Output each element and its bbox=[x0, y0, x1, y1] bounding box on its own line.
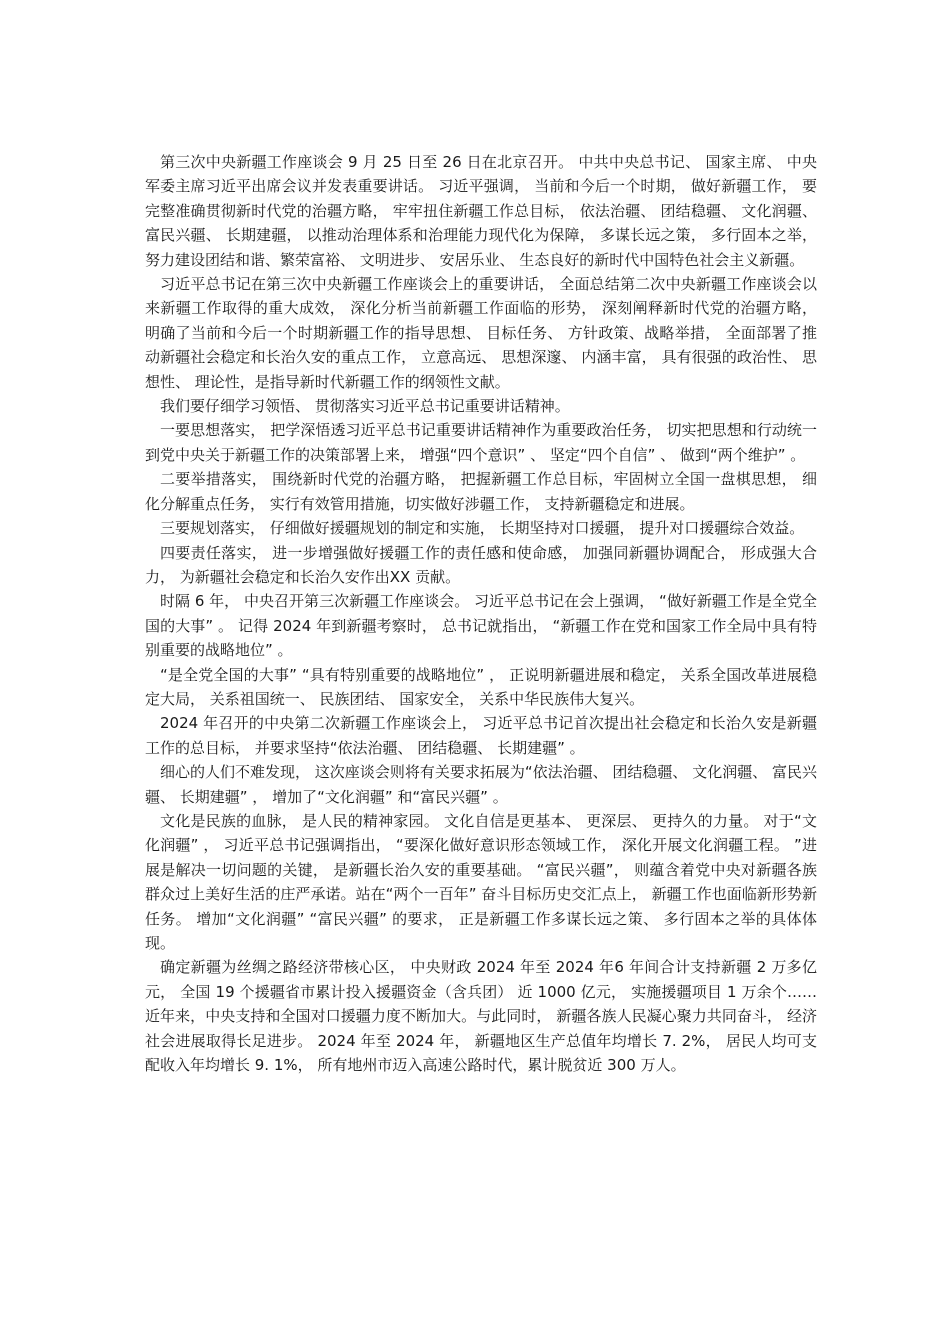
paragraph: 文化是民族的血脉， 是人民的精神家园。 文化自信是更基本、 更深层、 更持久的力量。 对于“文化润疆” ， 习近平总书记强调指出， “要深化做好意识形态领域工作， 深化开展文化润疆工程。 ”进展是解决一切问题的关键， 是新疆长治久安的重要基础。 “富民兴疆”， 则蕴含着党中央对新疆各族群众过上美好生活的庄严承诺。站在“两个一百年” 奋斗目标历史交汇点上， 新疆工作也面临新形势新任务。 增加“文化润疆” “富民兴疆” 的要求， 正是新疆工作多谋长远之策、 多行固本之举的具体体现。 bbox=[145, 811, 817, 952]
paragraph: 细心的人们不难发现， 这次座谈会则将有关要求拓展为“依法治疆、 团结稳疆、 文化润疆、 富民兴疆、 长期建疆” ， 增加了“文化润疆” 和“富民兴疆” 。 bbox=[145, 763, 817, 806]
paragraph: 时隔 6 年， 中央召开第三次新疆工作座谈会。 习近平总书记在会上强调， “做好新疆工作是全党全国的大事” 。 记得 2024 年到新疆考察时， 总书记就指出， “新疆工作在党和国家工作全局中具有特别重要的战略地位” 。 bbox=[145, 592, 817, 660]
paragraph: 第三次中央新疆工作座谈会 9 月 25 日至 26 日在北京召开。 中共中央总书记、 国家主席、 中央军委主席习近平出席会议并发表重要讲话。 习近平强调， 当前和今后一个时期， 做好新疆工作， 要完整准确贯彻新时代党的治疆方略， 牢牢扭住新疆工作总目标， 依法治疆、 团结稳疆、 文化润疆、 富民兴疆、 长期建疆， 以推动治理体系和治理能力现代化为保障， 多谋长远之策， 多行固本之举， 努力建设团结和谐、繁荣富裕、 文明进步、 安居乐业、 生态良好的新时代中国特色社会主义新疆。 bbox=[145, 153, 817, 269]
paragraph: 我们要仔细学习领悟、 贯彻落实习近平总书记重要讲话精神。 bbox=[160, 397, 570, 416]
paragraph: 确定新疆为丝绸之路经济带核心区， 中央财政 2024 年至 2024 年6 年间合计支持新疆 2 万多亿元， 全国 19 个援疆省市累计投入援疆资金（含兵团） 近 1000 亿元， 实施援疆项目 1 万余个……近年来，中央支持和全国对口援疆力度不断加大。与此同时， 新疆各族人民凝心聚力共同奋斗， 经济社会进展取得长足进步。 2024 年至 2024 年， 新疆地区生产总值年均增长 7. 2%， 居民人均可支配收入年均增长 9. 1%， 所有地州市迈入高速公路时代，累计脱贫近 300 万人。 bbox=[145, 958, 817, 1075]
document-body bbox=[145, 150, 817, 1077]
paragraph: 二要举措落实， 围绕新时代党的治疆方略， 把握新疆工作总目标，牢固树立全国一盘棋思想， 细化分解重点任务， 实行有效管用措施，切实做好涉疆工作， 支持新疆稳定和进展。 bbox=[145, 470, 817, 513]
paragraph: 三要规划落实， 仔细做好援疆规划的制定和实施， 长期坚持对口援疆， 提升对口援疆综合效益。 bbox=[160, 519, 805, 538]
paragraph: 四要责任落实， 进一步增强做好援疆工作的责任感和使命感， 加强同新疆协调配合， 形成强大合力， 为新疆社会稳定和长治久安作出XX 贡献。 bbox=[145, 543, 817, 586]
paragraph: “是全党全国的大事” “具有特别重要的战略地位” ， 正说明新疆进展和稳定， 关系全国改革进展稳定大局， 关系祖国统一、 民族团结、 国家安全， 关系中华民族伟大复兴。 bbox=[145, 665, 817, 708]
paragraph: 2024 年召开的中央第二次新疆工作座谈会上， 习近平总书记首次提出社会稳定和长治久安是新疆工作的总目标， 并要求坚持“依法治疆、 团结稳疆、 长期建疆” 。 bbox=[145, 714, 817, 757]
paragraph: 习近平总书记在第三次中央新疆工作座谈会上的重要讲话， 全面总结第二次中央新疆工作座谈会以来新疆工作取得的重大成效， 深化分析当前新疆工作面临的形势， 深刻阐释新时代党的治疆方略， 明确了当前和今后一个时期新疆工作的指导思想、 目标任务、 方针政策、战略举措， 全面部署了推动新疆社会稳定和长治久安的重点工作， 立意高远、 思想深邃、 内涵丰富， 具有很强的政治性、 思想性、 理论性，是指导新时代新疆工作的纲领性文献。 bbox=[145, 275, 817, 391]
paragraph: 一要思想落实， 把学深悟透习近平总书记重要讲话精神作为重要政治任务， 切实把思想和行动统一到党中央关于新疆工作的决策部署上来， 增强“四个意识” 、 坚定“四个自信” 、 做到“两个维护” 。 bbox=[145, 421, 817, 464]
